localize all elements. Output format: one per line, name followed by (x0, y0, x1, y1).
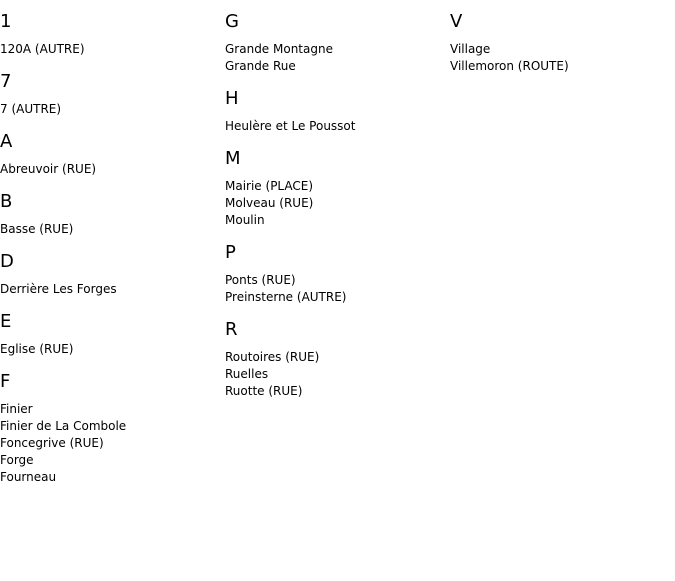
street-item[interactable]: 120A (AUTRE) (0, 42, 85, 56)
street-item[interactable]: 7 (AUTRE) (0, 102, 62, 116)
letter-group-7 (0, 71, 225, 118)
street-item[interactable]: Grande Montagne (225, 42, 333, 56)
street-item[interactable]: Molveau (RUE) (225, 196, 314, 210)
street-item[interactable]: Heulère et Le Poussot (225, 119, 356, 133)
street-item[interactable]: Ruelles (225, 367, 269, 381)
street-item[interactable]: Village (450, 42, 491, 56)
street-list (0, 101, 225, 118)
letter-group-b (0, 191, 225, 238)
street-item[interactable]: Basse (RUE) (0, 222, 74, 236)
letter-group-m (225, 148, 450, 229)
street-item[interactable]: Fourneau (0, 470, 57, 484)
letter-heading: E (0, 311, 12, 332)
letter-heading: 1 (0, 11, 12, 32)
letter-heading: H (225, 88, 239, 109)
letter-heading: P (225, 242, 236, 263)
street-item[interactable]: Villemoron (ROUTE) (450, 59, 569, 73)
street-list (225, 178, 450, 229)
letter-heading: M (225, 148, 241, 169)
letter-group-r (225, 319, 450, 400)
street-item[interactable]: Moulin (225, 213, 265, 227)
street-list (225, 118, 450, 135)
street-list (450, 41, 675, 75)
index-column-3 (450, 0, 675, 88)
street-list (225, 41, 450, 75)
street-list (0, 161, 225, 178)
letter-group-d (0, 251, 225, 298)
street-item[interactable]: Routoires (RUE) (225, 350, 320, 364)
letter-heading: B (0, 191, 13, 212)
letter-group-a (0, 131, 225, 178)
street-item[interactable]: Ponts (RUE) (225, 273, 296, 287)
letter-group-p (225, 242, 450, 306)
street-item[interactable]: Mairie (PLACE) (225, 179, 314, 193)
letter-heading: V (450, 11, 463, 32)
letter-heading: A (0, 131, 13, 152)
street-item[interactable]: Preinsterne (AUTRE) (225, 290, 347, 304)
street-list (225, 349, 450, 400)
letter-group-h (225, 88, 450, 135)
letter-group-g (225, 11, 450, 75)
street-list (0, 341, 225, 358)
street-item[interactable]: Foncegrive (RUE) (0, 436, 104, 450)
letter-group-f (0, 371, 225, 486)
street-list (0, 41, 225, 58)
street-list (0, 401, 225, 486)
street-item[interactable]: Forge (0, 453, 34, 467)
street-item[interactable]: Finier (0, 402, 33, 416)
street-item[interactable]: Abreuvoir (RUE) (0, 162, 97, 176)
index-column-2 (225, 0, 450, 413)
letter-heading: R (225, 319, 238, 340)
street-list (0, 221, 225, 238)
street-item[interactable]: Grande Rue (225, 59, 296, 73)
street-item[interactable]: Eglise (RUE) (0, 342, 74, 356)
street-item[interactable]: Derrière Les Forges (0, 282, 117, 296)
street-list (225, 272, 450, 306)
street-list (0, 281, 225, 298)
street-item[interactable]: Ruotte (RUE) (225, 384, 303, 398)
letter-heading: D (0, 251, 14, 272)
letter-group-v (450, 11, 675, 75)
letter-group-e (0, 311, 225, 358)
letter-heading: F (0, 371, 11, 392)
letter-heading: G (225, 11, 239, 32)
street-item[interactable]: Finier de La Combole (0, 419, 127, 433)
index-column-1 (0, 0, 225, 499)
letter-heading: 7 (0, 71, 12, 92)
letter-group-1 (0, 11, 225, 58)
